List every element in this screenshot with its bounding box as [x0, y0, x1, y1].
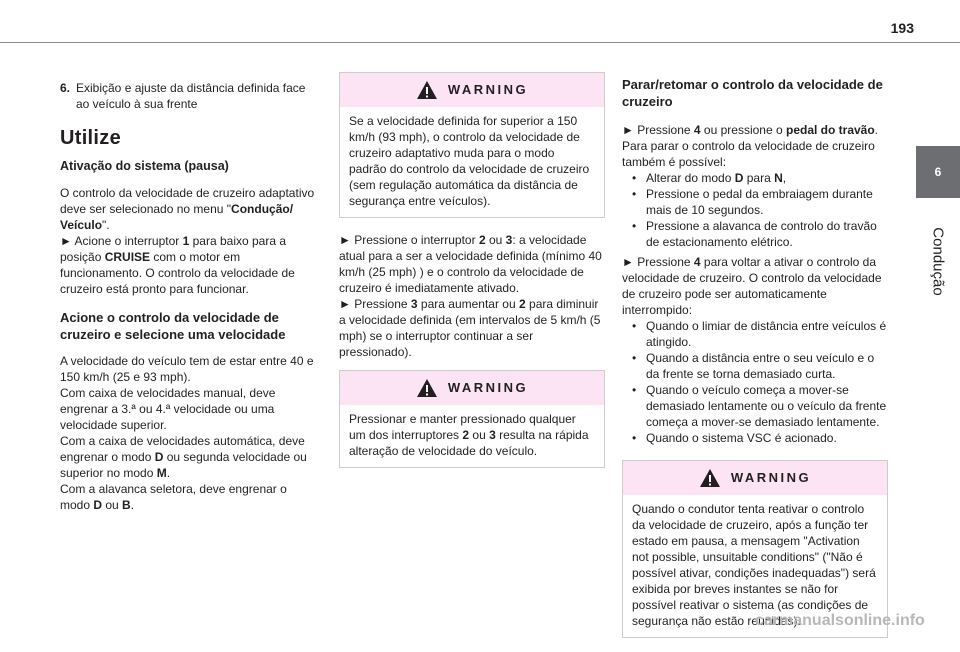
warning-text: Se a velocidade definida for superior a 150 km/h (93 mph), o controlo da velocidade de cruzeiro adaptativo muda para o modo padrão do controlo da velocidade de cruzeiro (sem regulação automática da distância de segurança entre veículos).: [349, 114, 590, 208]
paragraph: [60, 185, 320, 297]
paragraph: [622, 254, 888, 318]
warning-box: [339, 370, 605, 468]
mode-letter: B: [122, 498, 131, 512]
paragraph: [339, 232, 605, 360]
warning-triangle-icon: [699, 468, 721, 488]
warning-box: [339, 72, 605, 218]
list-item: • Quando o veículo começa a mover-se demasiado lentamente ou o veículo da frente começa a mover-se demasiado lentamente.: [632, 382, 888, 430]
interruption-conditions-list: [632, 318, 888, 446]
section-title: Utilize: [60, 127, 121, 149]
text-run: : a velocidade atual para a ser a velocidade definida (mínimo 40 km/h (25 mph) ) e o controlo da velocidade de cruzeiro é imediatamente ativado.: [339, 233, 602, 295]
text-run: ► Pressione o interruptor: [339, 233, 479, 247]
mode-letter: M: [156, 466, 167, 480]
text-run: para: [743, 171, 775, 185]
switch-number: 4: [693, 255, 701, 269]
chapter-number: 6: [934, 165, 942, 179]
text-run: ► Pressione: [622, 255, 694, 269]
text-run: ► Pressione: [339, 297, 411, 311]
list-item: • Pressione o pedal da embraiagem durante mais de 10 segundos.: [632, 186, 888, 218]
watermark: carmanualsonline.info: [755, 612, 925, 629]
text-run: Com a alavanca seletora, deve engrenar o modo: [60, 482, 287, 512]
chapter-tab[interactable]: [916, 146, 960, 198]
text-run: ,: [782, 171, 787, 185]
warning-header: [340, 73, 604, 107]
switch-number: 4: [693, 123, 701, 137]
text-run: Com a caixa de velocidades automática, deve engrenar o modo: [60, 434, 305, 464]
list-item: • Quando o sistema VSC é acionado.: [632, 430, 888, 446]
list-item-6: [60, 80, 320, 112]
pedal-name: pedal do travão: [785, 123, 875, 137]
switch-number: 3: [505, 233, 513, 247]
subsection-title-stop-resume: Parar/retomar o controlo da velocidade de cruzeiro: [622, 77, 883, 109]
text-run: ou pressione o: [700, 123, 786, 137]
mode-letter: D: [734, 171, 744, 185]
text-run: Alterar do modo: [646, 171, 735, 185]
switch-number: 1: [182, 234, 190, 248]
text-run: ► Acione o interruptor: [60, 234, 183, 248]
text-run: para baixo para a posição: [60, 234, 287, 264]
warning-title: WARNING: [447, 380, 529, 395]
text-run: ou segunda velocidade ou superior no modo: [60, 450, 307, 480]
text-run: O controlo da velocidade de cruzeiro adaptativo deve ser selecionado no menu ": [60, 186, 315, 216]
paragraph: A velocidade do veículo tem de estar entre 40 e 150 km/h (25 e 93 mph).: [60, 354, 314, 384]
list-item: • Quando o limiar de distância entre veículos é atingido.: [632, 318, 888, 350]
column-middle: [339, 72, 605, 482]
paragraph: [60, 481, 320, 513]
menu-name: Condução/ Veículo: [60, 202, 294, 232]
text-run: para voltar a ativar o controlo da velocidade de cruzeiro. O controlo da velocidade de cruzeiro pode ser automaticamente interrompido:: [622, 255, 882, 317]
list-item: [632, 170, 888, 186]
chapter-label: [916, 216, 960, 306]
switch-number: 2: [519, 297, 526, 311]
header-divider: [0, 42, 960, 43]
switch-number: 3: [489, 428, 496, 442]
text-run: ".: [102, 218, 110, 232]
list-item: • Pressione a alavanca de controlo do travão de estacionamento elétrico.: [632, 218, 888, 250]
text-run: ou: [485, 233, 506, 247]
item-text: Exibição e ajuste da distância definida face ao veículo à sua frente: [76, 81, 306, 111]
switch-number: 2: [462, 428, 470, 442]
warning-title: WARNING: [447, 82, 529, 97]
switch-number: 2: [478, 233, 486, 247]
paragraph: Para parar o controlo da velocidade de cruzeiro também é possível:: [622, 139, 875, 169]
warning-triangle-icon: [416, 80, 438, 100]
text-run: .: [166, 466, 171, 480]
mode-letter: D: [93, 498, 103, 512]
warning-triangle-icon: [416, 378, 438, 398]
switch-number: 3: [410, 297, 418, 311]
text-run: para diminuir a velocidade definida (em intervalos de 5 km/h (5 mph) se o interruptor continuar a ser pressionado).: [339, 297, 601, 359]
text-run: com o motor em funcionamento. O controlo da velocidade de cruzeiro está pronto para funcionar.: [60, 250, 295, 296]
text-run: ► Pressione: [622, 123, 694, 137]
list-item: • Quando a distância entre o seu veículo e o da frente se torna demasiado curta.: [632, 350, 888, 382]
mode-letter: N: [774, 171, 783, 185]
paragraph: [60, 433, 320, 481]
warning-header: [623, 461, 887, 495]
subsection-title-select-speed: Acione o controlo da velocidade de cruzeiro e selecione uma velocidade: [60, 310, 286, 342]
paragraph: [622, 122, 888, 138]
text-run: resulta na rápida alteração de velocidade do veículo.: [349, 428, 589, 458]
text-run: .: [130, 498, 135, 512]
text-run: para aumentar ou: [417, 297, 519, 311]
column-right: [622, 76, 888, 652]
warning-header: [340, 371, 604, 405]
subsection-title-activation: Ativação do sistema (pausa): [60, 159, 229, 173]
position-name: CRUISE: [104, 250, 151, 264]
text-run: ou: [469, 428, 490, 442]
stop-methods-list: [632, 170, 888, 250]
warning-text: [340, 405, 604, 467]
page-number: 193: [890, 20, 914, 36]
text-run: ou: [102, 498, 123, 512]
warning-text: Quando o condutor tenta reativar o controlo da velocidade de cruzeiro, após a função ter estado em pausa, a mensagem "Activation not possible, unsuitable conditions" ("Não é possível ativar, condições inadequadas") será exibida por breves instantes se não for possível reativar o sistema (as condições de segurança não estão reunidas).: [632, 502, 876, 628]
paragraph: Com caixa de velocidades manual, deve engrenar a 3.ª ou 4.ª velocidade ou uma velocidade superior.: [60, 386, 276, 432]
mode-letter: D: [154, 450, 164, 464]
text-run: .: [874, 123, 879, 137]
item-number: 6.: [60, 81, 71, 95]
chapter-title: Condução: [929, 226, 947, 296]
column-left: [60, 80, 320, 519]
warning-title: WARNING: [730, 470, 812, 485]
text-run: Pressionar e manter pressionado qualquer um dos interruptores: [349, 412, 576, 442]
